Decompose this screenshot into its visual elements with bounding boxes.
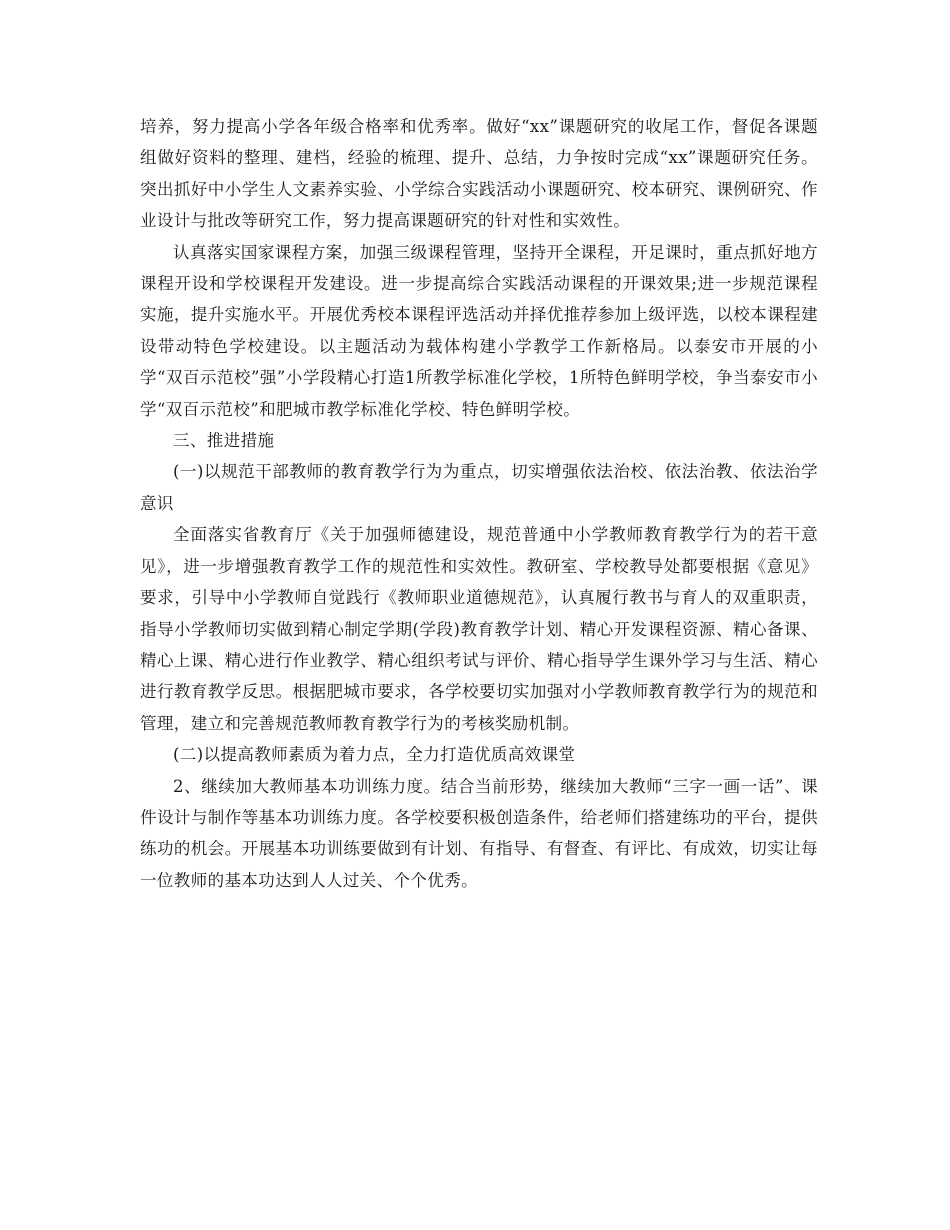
subsection-heading-1: (一)以规范干部教师的教育教学行为为重点，切实增强依法治校、依法治教、依法治学意识 bbox=[140, 462, 818, 513]
subsection-heading-2: (二)以提高教师素质为着力点，全力打造优质高效课堂 bbox=[173, 745, 576, 765]
section-heading-measures: 三、推进措施 bbox=[173, 431, 275, 451]
body-paragraph-teacher-conduct: 全面落实省教育厅《关于加强师德建设，规范普通中小学教师教育教学行为的若干意见》，进一步增强教育教学工作的规范性和实效性。教研室、学校教导处都要根据《意见》要求，引导中小学教师自觉践行《教师职业道德规范》，认真履行教书与育人的双重职责，指导小学教师切实做到精心制定学期(学段)教育教学计划、精心开发课程资源、精心备课、精心上课、精心进行作业教学、精心组织考试与评价、精心指导学生课外学习与生活、精心进行教育教学反思。根据肥城市要求，各学校要切实加强对小学教师教育教学行为的规范和管理，建立和完善规范教师教育教学行为的考核奖励机制。 bbox=[140, 525, 818, 733]
body-paragraph-skills-training: 2、继续加大教师基本功训练力度。结合当前形势，继续加大教师“三字一画一话”、课件设计与制作等基本功训练力度。各学校要积极创造条件，给老师们搭建练功的平台，提供练功的机会。开展基本功训练要做到有计划、有指导、有督查、有评比、有成效，切实让每一位教师的基本功达到人人过关、个个优秀。 bbox=[140, 776, 818, 890]
body-paragraph-continued: 培养，努力提高小学各年级合格率和优秀率。做好“xx”课题研究的收尾工作，督促各课题组做好资料的整理、建档，经验的梳理、提升、总结，力争按时完成“xx”课题研究任务。突出抓好中小学生人文素养实验、小学综合实践活动小课题研究、校本研究、课例研究、作业设计与批改等研究工作，努力提高课题研究的针对性和实效性。 bbox=[140, 117, 818, 231]
body-paragraph-curriculum: 认真落实国家课程方案，加强三级课程管理，坚持开全课程，开足课时，重点抓好地方课程开设和学校课程开发建设。进一步提高综合实践活动课程的开课效果;进一步规范课程实施，提升实施水平。开展优秀校本课程评选活动并择优推荐参加上级评选，以校本课程建设带动特色学校建设。以主题活动为载体构建小学教学工作新格局。以泰安市开展的小学“双百示范校”强”小学段精心打造1所教学标准化学校，1所特色鲜明学校，争当泰安市小学“双百示范校”和肥城市教学标准化学校、特色鲜明学校。 bbox=[140, 242, 818, 419]
